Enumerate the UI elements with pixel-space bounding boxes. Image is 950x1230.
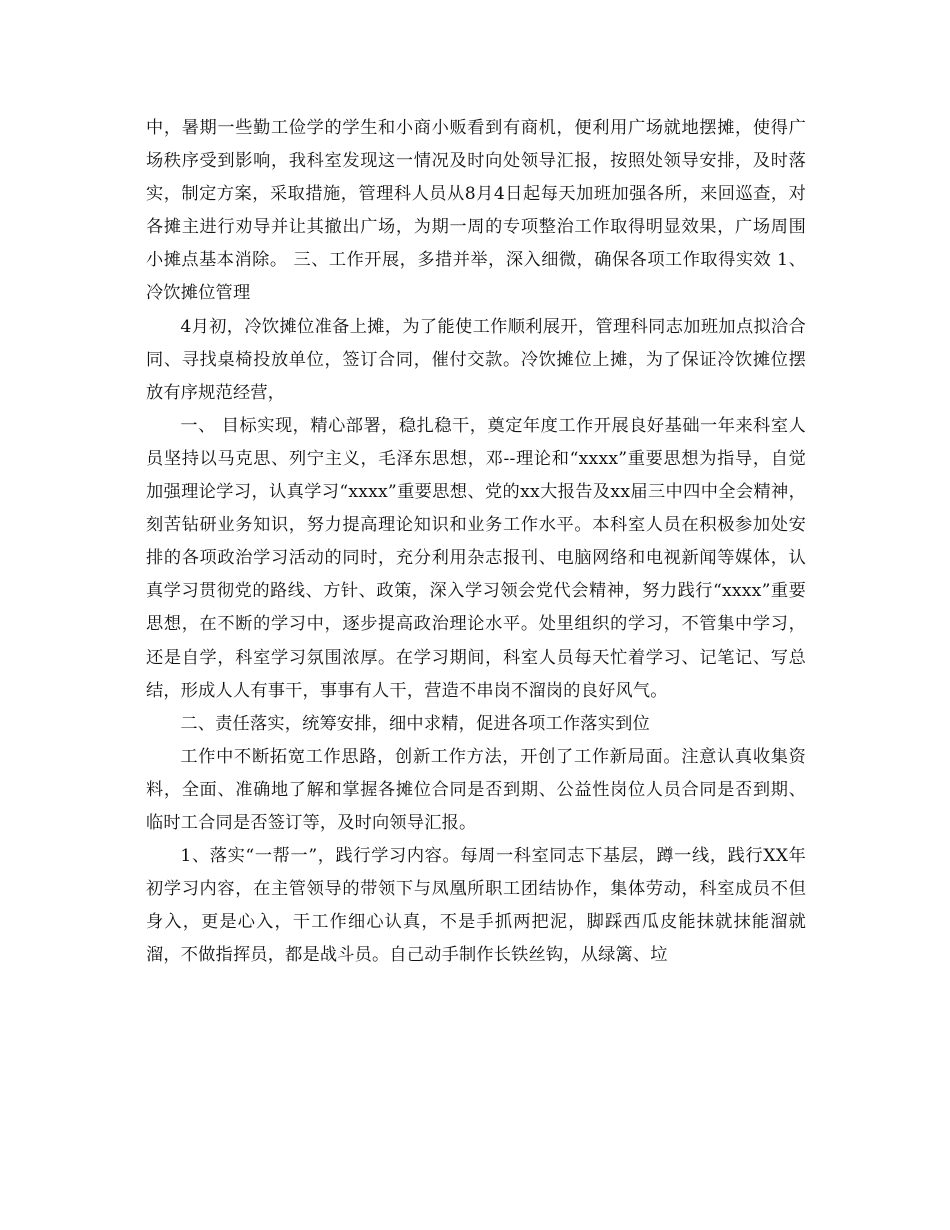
document-body: [146, 112, 806, 972]
paragraph-3: 一、 目标实现，精心部署，稳扎稳干，奠定年度工作开展良好基础一年来科室人员坚持以马克思、列宁主义，毛泽东思想，邓--理论和“xxxx”重要思想为指导，自觉加强理论学习，认真学习“xxxx”重要思想、党的xx大报告及xx届三中四中全会精神，刻苦钻研业务知识，努力提高理论知识和业务工作水平。本科室人员在积极参加处安排的各项政治学习活动的同时，充分利用杂志报刊、电脑网络和电视新闻等媒体，认真学习贯彻党的路线、方针、政策，深入学习领会党代会精神，努力践行“xxxx”重要思想，在不断的学习中，逐步提高政治理论水平。处里组织的学习，不管集中学习，还是自学，科室学习氛围浓厚。在学习期间，科室人员每天忙着学习、记笔记、写总结，形成人人有事干，事事有人干，营造不串岗不溜岗的良好风气。: [146, 415, 806, 701]
paragraph-5: 工作中不断拓宽工作思路，创新工作方法，开创了工作新局面。注意认真收集资料，全面、准确地了解和掌握各摊位合同是否到期、公益性岗位人员合同是否到期、临时工合同是否签订等，及时向领导汇报。: [146, 746, 806, 833]
paragraph-6: 1、落实“一帮一”，践行学习内容。每周一科室同志下基层，蹲一线，践行XX年初学习内容，在主管领导的带领下与凤凰所职工团结协作，集体劳动，科室成员不但身入，更是心入，干工作细心认真，不是手抓两把泥，脚踩西瓜皮能抹就抹能溜就溜，不做指挥员，都是战斗员。自己动手制作长铁丝钩，从绿篱、垃: [146, 846, 806, 966]
paragraph-4: 二、责任落实，统筹安排，细中求精，促进各项工作落实到位: [180, 713, 650, 734]
paragraph-2: 4月初，冷饮摊位准备上摊，为了能使工作顺利展开，管理科同志加班加点拟洽合同、寻找桌椅投放单位，签订合同，催付交款。冷饮摊位上摊，为了保证冷饮摊位摆放有序规范经营，: [146, 316, 806, 403]
paragraph-1: 中，暑期一些勤工俭学的学生和小商小贩看到有商机，便利用广场就地摆摊，使得广场秩序受到影响，我科室发现这一情况及时向处领导汇报，按照处领导安排，及时落实，制定方案，采取措施，管理科人员从8月4日起每天加班加强各所，来回巡查，对各摊主进行劝导并让其撤出广场，为期一周的专项整治工作取得明显效果，广场周围小摊点基本消除。 三、工作开展，多措并举，深入细微，确保各项工作取得实效 1、冷饮摊位管理: [146, 118, 806, 304]
